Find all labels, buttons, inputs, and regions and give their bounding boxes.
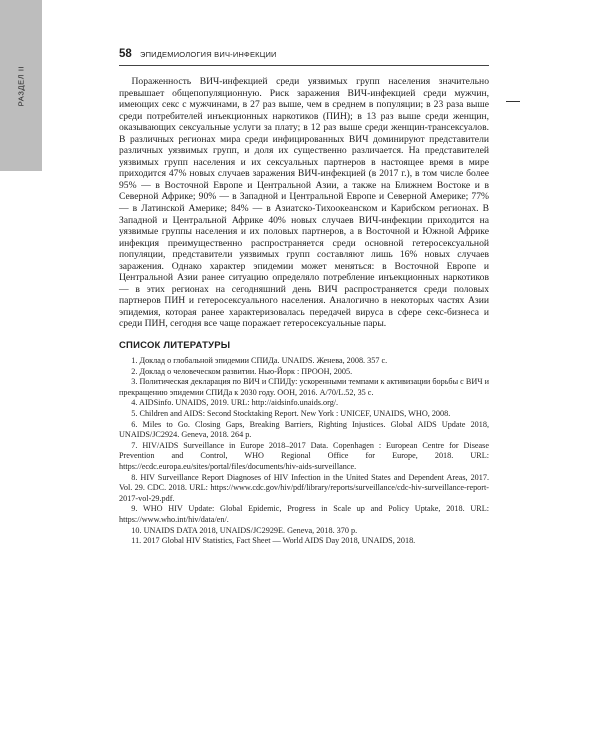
reference-item: 2. Доклад о человеческом развитии. Нью-Йорк : ПРООН, 2005. bbox=[131, 366, 353, 376]
page-content bbox=[119, 76, 489, 547]
reference-item: 5. Children and AIDS: Second Stocktaking Report. New York : UNICEF, UNAIDS, WHO, 2008. bbox=[131, 409, 451, 418]
reference-item: 9. WHO HIV Update: Global Epidemic, Progress in Scale up and Policy Uptake, 2018. URL: https://www.who.int/hiv/data/en/. bbox=[119, 504, 489, 524]
reference-item: 6. Miles to Go. Closing Gaps, Breaking Barriers, Righting Injustices. Global AIDS Update 2018, UNAIDS/JC2924. Geneva, 2018. 264 p. bbox=[119, 419, 489, 440]
body-paragraph: Пораженность ВИЧ-инфекцией среди уязвимых групп населения значительно превышает общепопуляционную. Риск заражения ВИЧ-инфекцией среди мужчин, имеющих секс с мужчинами, в 27 раз выше, чем в среднем в популяции; в 23 раза выше среди потребителей инъекционных наркотиков (ПИН); в 13 раз выше среди женщин, оказывающих сексуальные услуги за плату; в 12 раз выше среди женщин-трансексуалов. В различных регионах мира среди инфицированных ВИЧ доминируют представители различных уязвимых групп, и доля их существенно различается. На представителей уязвимых групп населения и их сексуальных партнеров в настоящее время в мире приходится 47% новых случаев заражения ВИЧ-инфекцией (в 2017 г.), в том числе более 95% — в Восточной Европе и Центральной Азии, а также на Ближнем Востоке и в Северной Африке; 90% — в Западной и Центральной Европе и Северной Америке; 77% — в Латинской Америке; 84% — в Азиатско-Тихоокеанском и Карибском регионах. В Западной и Центральной Африке 40% новых случаев ВИЧ-инфекции приходится на уязвимые группы населения и их половых партнеров, а в Восточной и Южной Африке инфекция преимущественно распространяется среди основной гетеросексуальной популяции, представители уязвимых групп составляют лишь 16% новых случаев заражения. Однако характер эпидемии может меняться: в Восточной Европе и Центральной Азии ранее ситуацию определяло потребление инъекционных наркотиков — в этих регионах на сегодняшний день ВИЧ распространяется среди половых партнеров ПИН и гетеросексуального населения. Аналогично в некоторых частях Азии эпидемия, которая ранее характеризовалась передачей вируса в сфере секс-бизнеса и среди ПИН, сегодня все чаще поражает гетеросексуальные пары. bbox=[119, 76, 489, 330]
reference-item: 4. AIDSinfo. UNAIDS, 2019. URL: http://aidsinfo.unaids.org/. bbox=[131, 398, 339, 408]
reference-item: 8. HIV Surveillance Report Diagnoses of HIV Infection in the United States and Dependent Areas, 2017. Vol. 29. CDC. 2018. URL: https://www.cdc.gov/hiv/pdf/library/reports/surveillance/cdc-hiv-surveillance-report-2017-vol-29.pdf. bbox=[119, 472, 489, 503]
header-rule bbox=[119, 65, 489, 66]
running-title: ЭПИДЕМИОЛОГИЯ ВИЧ-ИНФЕКЦИИ bbox=[140, 50, 277, 59]
section-side-tab bbox=[0, 0, 42, 171]
reference-item: 10. UNAIDS DATA 2018, UNAIDS/JC2929E. Geneva, 2018. 370 p. bbox=[131, 525, 358, 535]
page-number: 58 bbox=[119, 48, 132, 60]
section-label: РАЗДЕЛ II bbox=[16, 65, 26, 107]
reference-list bbox=[119, 356, 489, 547]
references-heading: СПИСОК ЛИТЕРАТУРЫ bbox=[119, 340, 231, 352]
reference-item: 11. 2017 Global HIV Statistics, Fact Sheet — World AIDS Day 2018, UNAIDS, 2018. bbox=[131, 536, 416, 546]
reference-item: 3. Политическая декларация по ВИЧ и СПИДу: ускоренными темпами к активизации борьбы с ВИЧ и прекращению эпидемии СПИДа к 2030 году. ООН, 2016. A/70/L.52, 35 с. bbox=[119, 377, 489, 397]
page-header bbox=[119, 48, 489, 64]
reference-item: 7. HIV/AIDS Surveillance in Europe 2018–2017 Data. Copenhagen : European Centre for Disease Prevention and Control, WHO Regional Office for Europe, 2018. URL: https://ecdc.europa.eu/sites/portal/files/documents/hiv-aids-surveillance. bbox=[119, 440, 489, 471]
reference-item: 1. Доклад о глобальной эпидемии СПИДа. UNAIDS. Женева, 2008. 357 с. bbox=[131, 356, 388, 366]
margin-dash bbox=[506, 101, 520, 102]
